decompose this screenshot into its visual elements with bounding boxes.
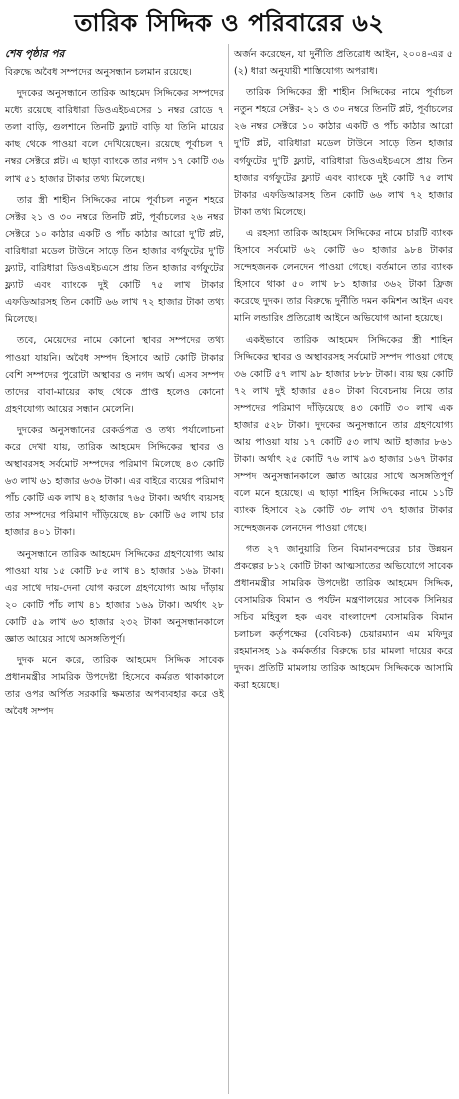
paragraph: তবে, মেয়েদের নামে কোনো স্থাবর সম্পদের তথ্য পাওয়া যায়নি। অবৈধ সম্পদ হিসাবে আট কোটি টাকার বেশি সম্পদের পুরোটা অস্থাবর ও নগদ অর্থ। এসব সম্পদ তাদের বাবা-মায়ের কাছ থেকে প্রাপ্ত হলেও কোনো গ্রহণযোগ্য আয়ের সন্ধান মেলেনি। xyxy=(5,335,224,415)
paragraph: তার স্ত্রী শাহীন সিদ্দিকের নামে পূর্বাচল নতুন শহরে সেক্টর ২১ ও ৩০ নম্বরে তিনটি প্লট, পূর্বাচলের ২৬ নম্বর সেক্টরে ১০ কাঠার একটি ও পাঁচ কাঠার আরো দু'টি প্লট, বারিধারা মডেল টাউনে সাড়ে তিন হাজার বর্গফুটের দু'টি ফ্ল্যাট, বারিধারা ডিওএইচএসে প্রায় তিন হাজার বর্গফুটের ফ্ল্যাট এবং ব্যাংকে দুই কোটি ৭৫ লাখ টাকার এফডিআরসহ তিন কোটি ৬৬ লাখ ৭২ হাজার টাকা তথ্য মিলেছে। xyxy=(5,194,224,326)
continuation-kicker: শেষ পৃষ্ঠার পর xyxy=(5,48,65,60)
article-columns xyxy=(5,46,454,724)
paragraph: বিরুদ্ধে অবৈধ সম্পদের অনুসন্ধান চলমান রয়েছে। xyxy=(5,67,192,78)
paragraph: গত ২৭ জানুয়ারি তিন বিমানবন্দরের চার উন্নয়ন প্রকল্পের ৮১২ কোটি টাকা আত্মসাতের অভিযোগে সাবেক প্রধানমন্ত্রীর সামরিক উপদেষ্টা তারিক আহমেদ সিদ্দিক, বেসামরিক বিমান ও পর্যটন মন্ত্রণালয়ের সাবেক সিনিয়র সচিব মহিবুল হক এবং বাংলাদেশ বেসামরিক বিমান চলাচল কর্তৃপক্ষের (বেবিচক) চেয়ারম্যান এম মফিদুর রহমানসহ ১৯ কর্মকর্তার বিরুদ্ধে চার মামলা দায়ের করে দুদক। প্রতিটি মামলায় তারিক আহমেদ সিদ্দিককে আসামি করা হয়েছে। xyxy=(234,543,453,692)
paragraph: অনুসন্ধানে তারিক আহমেদ সিদ্দিকের গ্রহণযোগ্য আয় পাওয়া যায় ১৫ কোটি ৮৫ লাখ ৪১ হাজার ১৬৯ টাকা। এর সাথে দায়-দেনা যোগ করলে গ্রহণযোগ্য আয় দাঁড়ায় ২০ কোটি পাঁচ লাখ ৪১ হাজার ১৬৯ টাকা। অর্থাৎ ২৮ কোটি ৫৯ লাখ ৬৩ হাজার ২৩২ টাকা অনুসন্ধানকালে জ্ঞাত আয়ের সাথে অসঙ্গতিপূর্ণ। xyxy=(5,548,224,645)
headline: তারিক সিদ্দিক ও পরিবারের ৬২ xyxy=(74,9,385,37)
column-divider xyxy=(228,44,229,1094)
paragraph: দুদক মনে করে, তারিক আহমেদ সিদ্দিক সাবেক প্রধানমন্ত্রীর সামরিক উপদেষ্টা হিসেবে কর্মরত থাকাকালে তার ওপর অর্পিত সরকারি ক্ষমতার অপব্যবহার করে ওই অবৈধ সম্পদ xyxy=(5,655,224,718)
paragraph: দুদকের অনুসন্ধানের রেকর্ডপত্র ও তথ্য পর্যালোচনা করে দেখা যায়, তারিক আহমেদ সিদ্দিকের স্থাবর ও অস্থাবরসহ সর্বমোট সম্পদের পরিমাণ মিলেছে ৪৩ কোটি ৬৩ লাখ ৬১ হাজার ৬৩৬ টাকা। এর বাইরে ব্যয়ের পরিমাণ পাঁচ কোটি এক লাখ ৪২ হাজার ৭৬৫ টাকা। অর্থাৎ ব্যয়সহ তার সম্পদের পরিমাণ দাঁড়িয়েছে ৪৮ কোটি ৬৫ লাখ চার হাজার ৪০১ টাকা। xyxy=(5,424,224,539)
left-column xyxy=(5,46,224,724)
right-column xyxy=(234,46,453,724)
paragraph: একইভাবে তারিক আহমেদ সিদ্দিকের স্ত্রী শাহিন সিদ্দিকের স্থাবর ও অস্থাবরসহ সর্বমোট সম্পদ পাওয়া গেছে ৩৬ কোটি ৫৭ লাখ ৯৮ হাজার ৮৮৮ টাকা। ব্যয় ছয় কোটি ৭২ লাখ দুই হাজার ৫৪০ টাকা বিবেচনায় নিয়ে তার সম্পদের পরিমাণ দাঁড়িয়েছে ৪৩ কোটি ৩০ লাখ এক হাজার ৫২৮ টাকা। দুদকের অনুসন্ধানে তার গ্রহণযোগ্য আয় পাওয়া যায় ১৭ কোটি ৫৩ লাখ আট হাজার ৮৬১ টাকা। অর্থাৎ ২৫ কোটি ৭৬ লাখ ৯৩ হাজার ১৬৭ টাকার সম্পদ অনুসন্ধানকালে জ্ঞাত আয়ের সাথে অসঙ্গতিপূর্ণ বলে মনে হয়েছে। এ ছাড়া শাহিন সিদ্দিকের নামে ১১টি ব্যাংক হিসাবে ২৯ কোটি ৩৮ লাখ ৩৭ হাজার টাকার সন্দেহজনক লেনদেন পাওয়া গেছে। xyxy=(234,334,453,534)
paragraph: এ রহস্যা তারিক আহমেদ সিদ্দিকের নামে চারটি ব্যাংক হিসাবে সর্বমোট ৬২ কোটি ৬০ হাজার ৯৮৪ টাকার সন্দেহজনক লেনদেন পাওয়া গেছে। বর্তমানে তার ব্যাংক হিসাবে থাকা ৫০ লাখ ৮১ হাজার ৩৬২ টাকা ফ্রিজ করেছে দুদক। তার বিরুদ্ধে দুর্নীতি দমন কমিশন আইন এবং মানি লন্ডারিং প্রতিরোধ আইনে অভিযোগ আনা হয়েছে। xyxy=(234,227,453,325)
paragraph: দুদকের অনুসন্ধানে তারিক আহমেদ সিদ্দিকের সম্পদের মধ্যে রয়েছে বারিধারা ডিওএইচএসের ১ নম্বর রোডে ৭ তলা বাড়ি, গুলশানে তিনটি ফ্ল্যাট বাড়ি যা তিনি মায়ের কাছ থেকে পাওয়া বলে দেখিয়েছেন। রয়েছে পূর্বাচল ৭ নম্বর সেক্টরে প্লট। এ ছাড়া ব্যাংকে তার নগদ ১৭ কোটি ৩৬ লাখ ৫১ হাজার টাকার তথ্য মিলেছে। xyxy=(5,88,224,185)
paragraph: তারিক সিদ্দিকের স্ত্রী শাহীন সিদ্দিকের নামে পূর্বাচল নতুন শহরে সেক্টর- ২১ ও ৩০ নম্বরে তিনটি প্লট, পূর্বাচলের ২৬ নম্বর সেক্টরে ১০ কাঠার একটি ও পাঁচ কাঠার আরো দু'টি প্লট, বারিধারা মডেল টাউনে সাড়ে তিন হাজার বর্গফুটের দু'টি ফ্ল্যাট, বারিধারা ডিওএইচএসে প্রায় তিন হাজার বর্গফুটের ফ্ল্যাট এবং ব্যাংকে দুই কোটি ৭৫ লাখ টাকার এফডিআরসহ তিন কোটি ৬৬ লাখ ৭২ হাজার টাকা তথ্য মিলেছে। xyxy=(234,87,453,218)
paragraph: অর্জন করেছেন, যা দুর্নীতি প্রতিরোধ আইন, ২০০৪-এর ৫ (২) ধারা অনুযায়ী শাস্তিযোগ্য অপরাধ। xyxy=(234,49,453,78)
